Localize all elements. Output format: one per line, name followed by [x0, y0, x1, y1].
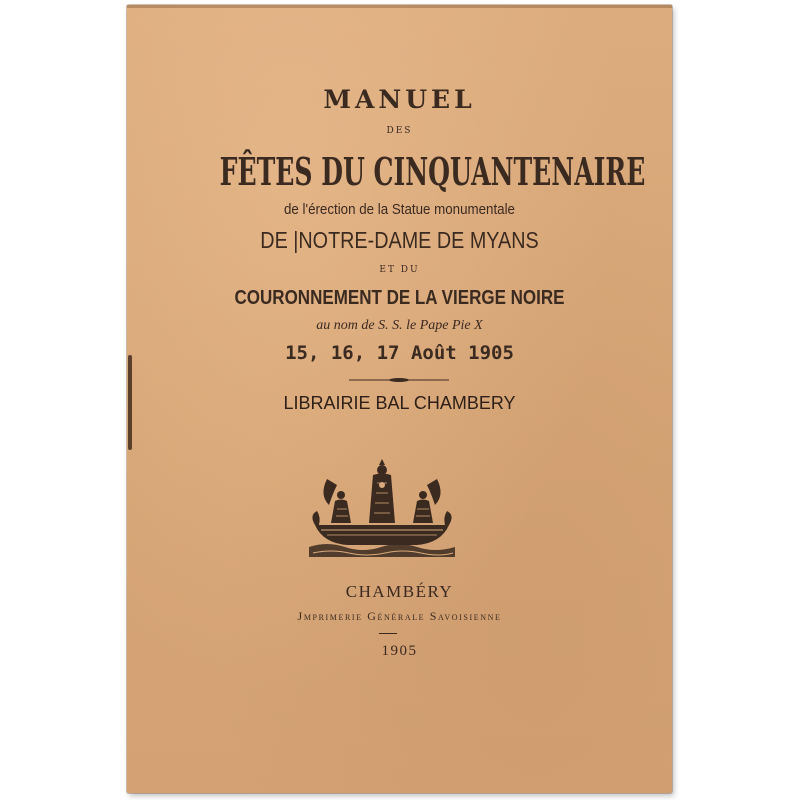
couronnement-line: COURONNEMENT DE LA VIERGE NOIRE [234, 287, 565, 309]
printer-line: Jmprimerie Générale Savoisienne [297, 609, 502, 623]
booklet-cover [127, 5, 672, 793]
title-manuel: MANUEL [323, 85, 476, 114]
date-line: 15, 16, 17 Août 1905 [285, 342, 514, 364]
cover-top-edge [127, 5, 672, 8]
year-line: 1905 [381, 643, 418, 659]
ornamental-rule-icon [349, 377, 449, 383]
title-fetes: FÊTES DU CINQUANTENAIRE [219, 149, 646, 194]
city-chambery: CHAMBÉRY [345, 582, 454, 601]
notre-dame-line: DE |NOTRE-DAME DE MYANS [260, 227, 539, 253]
word-des: DES [386, 126, 413, 136]
small-divider [379, 633, 397, 634]
word-et-du: ET DU [379, 265, 420, 275]
librairie-overlay: LIBRAIRIE BAL CHAMBERY [283, 393, 516, 413]
erection-line: de l'érection de la Statue monumentale [284, 202, 515, 218]
pape-line: au nom de S. S. le Pape Pie X [316, 318, 483, 333]
virgin-in-boat-with-angels-engraving-icon [307, 455, 457, 560]
